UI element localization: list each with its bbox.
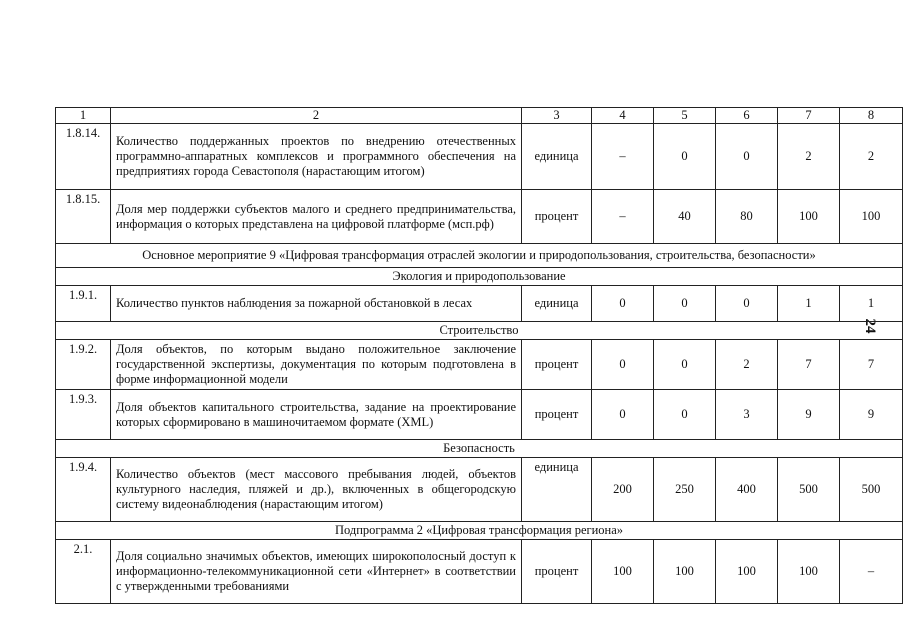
value-cell: –	[592, 190, 654, 244]
table-row	[56, 540, 903, 604]
row-unit: единица	[522, 124, 592, 190]
header-row	[56, 108, 903, 124]
header-cell: 2	[111, 108, 522, 124]
header-cell: 3	[522, 108, 592, 124]
table-row	[56, 190, 903, 244]
row-number: 1.9.4.	[56, 458, 111, 522]
value-cell: 100	[778, 190, 840, 244]
value-cell: 0	[716, 286, 778, 322]
value-cell: 9	[840, 390, 903, 440]
value-cell: 100	[716, 540, 778, 604]
row-number: 1.9.3.	[56, 390, 111, 440]
section-title: Экология и природопользование	[56, 268, 903, 286]
value-cell: 2	[778, 124, 840, 190]
value-cell: –	[592, 124, 654, 190]
value-cell: 0	[592, 390, 654, 440]
page-number: 24	[862, 318, 878, 334]
header-cell: 6	[716, 108, 778, 124]
header-cell: 7	[778, 108, 840, 124]
value-cell: 100	[778, 540, 840, 604]
value-cell: 100	[840, 190, 903, 244]
row-description: Количество поддержанных проектов по внедрению отечественных программно-аппаратных комплексов и программного обеспечения на предприятиях города Севастополя (нарастающим итогом)	[111, 124, 522, 190]
value-cell: 500	[778, 458, 840, 522]
row-unit: единица	[522, 458, 592, 522]
value-cell: 0	[654, 124, 716, 190]
value-cell: 1	[840, 286, 903, 322]
row-description: Доля объектов, по которым выдано положительное заключение государственной экспертизы, документация по которым подготовлена в форме информационной модели	[111, 340, 522, 390]
value-cell: 400	[716, 458, 778, 522]
value-cell: 500	[840, 458, 903, 522]
table-row	[56, 458, 903, 522]
section-title: Строительство	[56, 322, 903, 340]
value-cell: 100	[592, 540, 654, 604]
section-row	[56, 268, 903, 286]
value-cell: 250	[654, 458, 716, 522]
header-cell: 4	[592, 108, 654, 124]
value-cell: 80	[716, 190, 778, 244]
section-row	[56, 244, 903, 268]
table-row	[56, 286, 903, 322]
value-cell: 100	[654, 540, 716, 604]
value-cell: 0	[654, 286, 716, 322]
value-cell: 7	[840, 340, 903, 390]
row-description: Доля социально значимых объектов, имеющих широкополосный доступ к информационно-телекоммуникационной сети «Интернет» в соответствии с утвержденными требованиями	[111, 540, 522, 604]
row-description: Доля объектов капитального строительства, задание на проектирование которых сформировано в машиночитаемом формате (XML)	[111, 390, 522, 440]
row-number: 1.8.15.	[56, 190, 111, 244]
value-cell: 7	[778, 340, 840, 390]
row-description: Количество объектов (мест массового пребывания людей, объектов культурного наследия, пляжей и др.), включенных в общегородскую систему видеонаблюдения (нарастающим итогом)	[111, 458, 522, 522]
section-row	[56, 522, 903, 540]
indicators-table	[55, 107, 903, 604]
table-row	[56, 390, 903, 440]
row-unit: процент	[522, 190, 592, 244]
row-description: Доля мер поддержки субъектов малого и среднего предпринимательства, информация о которых представлена на цифровой платформе (мсп.рф)	[111, 190, 522, 244]
value-cell: 3	[716, 390, 778, 440]
section-row	[56, 440, 903, 458]
value-cell: 0	[654, 340, 716, 390]
header-cell: 1	[56, 108, 111, 124]
row-unit: процент	[522, 340, 592, 390]
section-title: Основное мероприятие 9 «Цифровая трансформация отраслей экологии и природопользования, строительства, безопасности»	[56, 244, 903, 268]
value-cell: –	[840, 540, 903, 604]
value-cell: 9	[778, 390, 840, 440]
value-cell: 0	[592, 340, 654, 390]
row-description: Количество пунктов наблюдения за пожарной обстановкой в лесах	[111, 286, 522, 322]
row-unit: процент	[522, 390, 592, 440]
table-row	[56, 340, 903, 390]
value-cell: 200	[592, 458, 654, 522]
value-cell: 0	[592, 286, 654, 322]
value-cell: 2	[840, 124, 903, 190]
section-row	[56, 322, 903, 340]
value-cell: 1	[778, 286, 840, 322]
row-number: 1.8.14.	[56, 124, 111, 190]
table-row	[56, 124, 903, 190]
section-title: Подпрограмма 2 «Цифровая трансформация региона»	[56, 522, 903, 540]
row-number: 1.9.1.	[56, 286, 111, 322]
row-unit: единица	[522, 286, 592, 322]
row-number: 1.9.2.	[56, 340, 111, 390]
value-cell: 0	[716, 124, 778, 190]
value-cell: 0	[654, 390, 716, 440]
header-cell: 5	[654, 108, 716, 124]
value-cell: 40	[654, 190, 716, 244]
section-title: Безопасность	[56, 440, 903, 458]
row-unit: процент	[522, 540, 592, 604]
row-number: 2.1.	[56, 540, 111, 604]
header-cell: 8	[840, 108, 903, 124]
value-cell: 2	[716, 340, 778, 390]
